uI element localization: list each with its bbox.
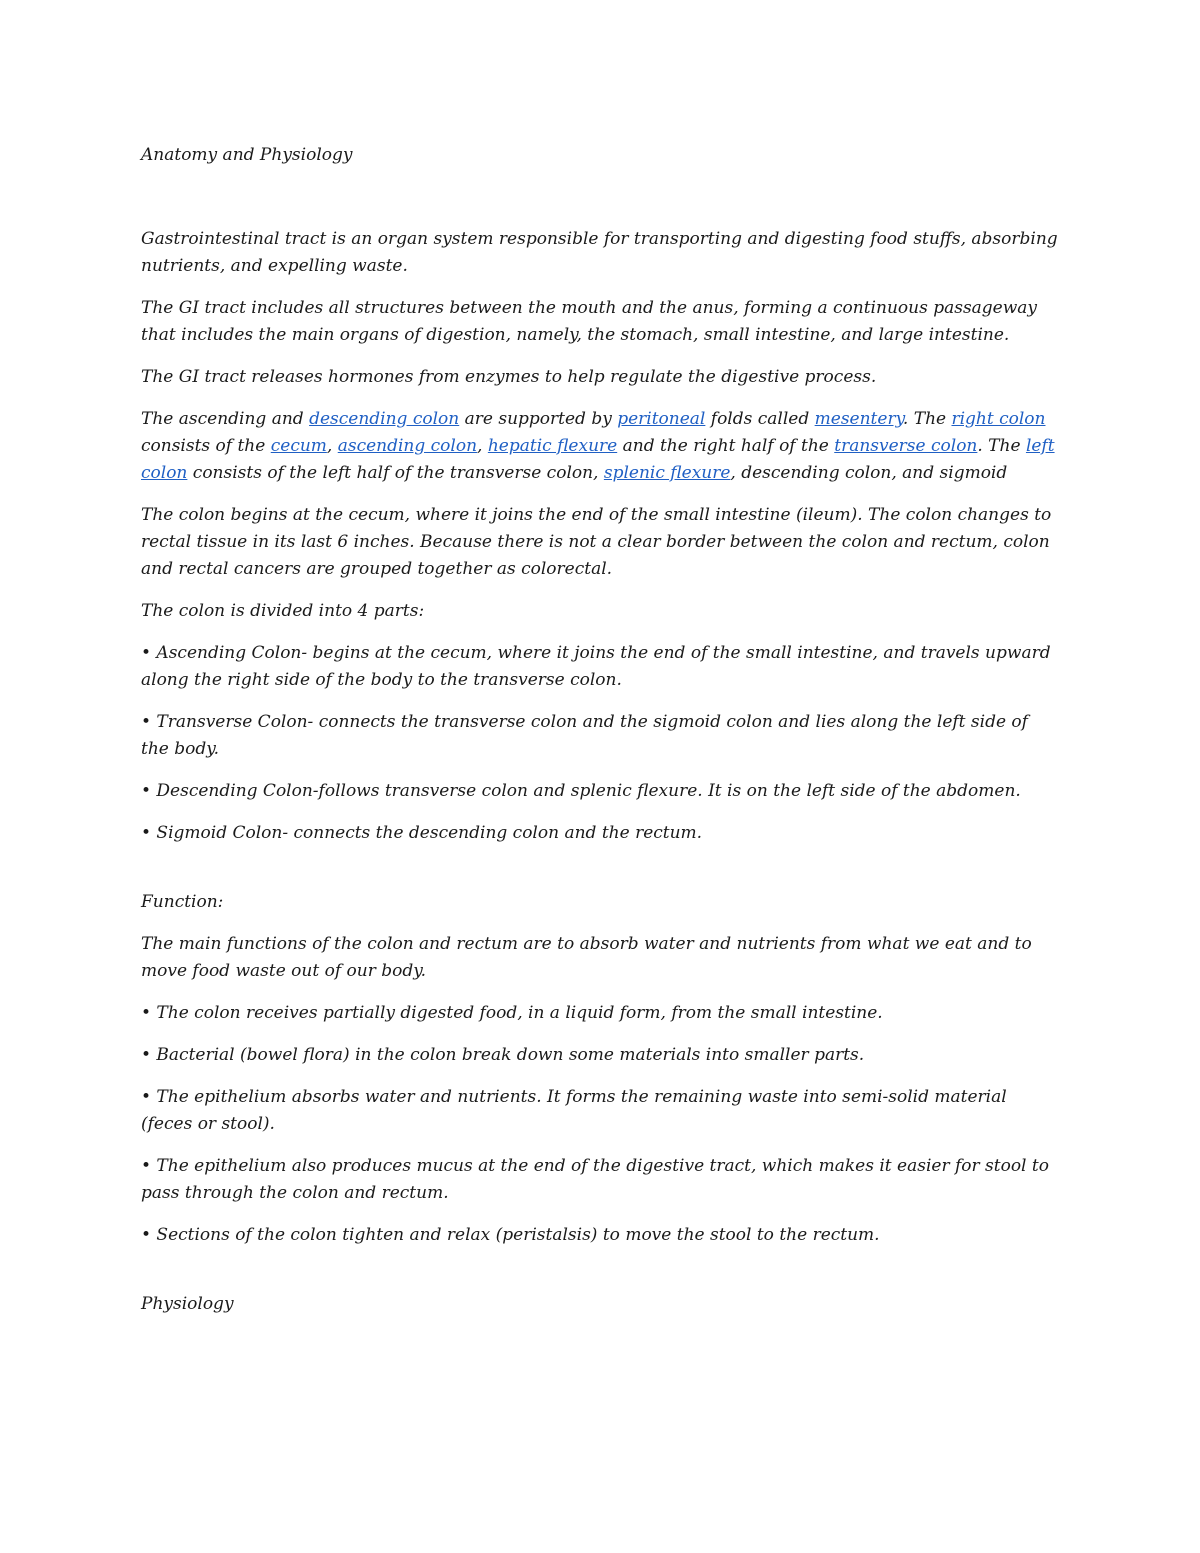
parts-list-item: • Ascending Colon- begins at the cecum, where it joins the end of the small intestine, and travels upward along the right side of the body to the transverse colon. [141,643,1051,690]
function-heading: Function: [141,892,224,912]
text-run: folds called [705,409,815,429]
link-ascending-colon[interactable]: ascending colon [337,436,478,456]
function-list-item: • Sections of the colon tighten and relax (peristalsis) to move the stool to the rectum. [141,1225,880,1245]
function-list-item: • The epithelium also produces mucus at the end of the digestive tract, which makes it easier for stool to pass through the colon and rectum. [141,1156,1049,1203]
text-run: , [326,436,338,456]
parts-list-item: • Transverse Colon- connects the transverse colon and the sigmoid colon and lies along the left side of the body. [141,712,1028,759]
function-list-item: • The epithelium absorbs water and nutrients. It forms the remaining waste into semi-solid material (feces or stool). [141,1087,1007,1134]
intro-paragraph: The GI tract releases hormones from enzymes to help regulate the digestive process. [141,367,877,387]
link-mesentery[interactable]: mesentery [814,409,903,429]
link-right-colon[interactable]: right colon [951,409,1046,429]
function-list-item: • Bacterial (bowel flora) in the colon break down some materials into smaller parts. [141,1045,865,1065]
text-run: . The [902,409,952,429]
document-title: Anatomy and Physiology [141,145,353,165]
link-peritoneal[interactable]: peritoneal [617,409,706,429]
text-run: consists of the [141,436,271,456]
link-descending-colon[interactable]: descending colon [309,409,460,429]
text-run: The ascending and [141,409,310,429]
link-transverse-colon[interactable]: transverse colon [834,436,978,456]
link-left-colon[interactable]: left colon [141,436,1055,483]
document-body [141,142,1059,1333]
colon-anatomy-paragraph [141,406,1059,487]
link-hepatic-flexure[interactable]: hepatic flexure [487,436,618,456]
colon-begins-paragraph: The colon begins at the cecum, where it joins the end of the small intestine (ileum). The colon changes to rectal tissue in its last 6 inches. Because there is not a clear border between the colon and rectum, colon and rectal cancers are grouped together as colorectal. [141,505,1052,579]
text-run: , descending colon, and sigmoid [730,463,1008,483]
text-run: and the right half of the [617,436,835,456]
intro-paragraph: Gastrointestinal tract is an organ system responsible for transporting and digesting food stuffs, absorbing nutrients, and expelling waste. [141,229,1058,276]
text-run: , [477,436,488,456]
text-run: consists of the left half of the transverse colon, [187,463,604,483]
function-intro: The main functions of the colon and rectum are to absorb water and nutrients from what we eat and to move food waste out of our body. [141,934,1032,981]
link-cecum[interactable]: cecum [270,436,327,456]
text-run: . The [977,436,1026,456]
function-list-item: • The colon receives partially digested food, in a liquid form, from the small intestine. [141,1003,883,1023]
link-splenic-flexure[interactable]: splenic flexure [603,463,731,483]
text-run: are supported by [459,409,618,429]
parts-list-item: • Descending Colon-follows transverse colon and splenic flexure. It is on the left side of the abdomen. [141,781,1021,801]
physiology-heading: Physiology [141,1294,234,1314]
intro-paragraph: The GI tract includes all structures between the mouth and the anus, forming a continuous passageway that includes the main organs of digestion, namely, the stomach, small intestine, and large intestine. [141,298,1038,345]
parts-intro: The colon is divided into 4 parts: [141,601,425,621]
parts-list-item: • Sigmoid Colon- connects the descending colon and the rectum. [141,823,703,843]
